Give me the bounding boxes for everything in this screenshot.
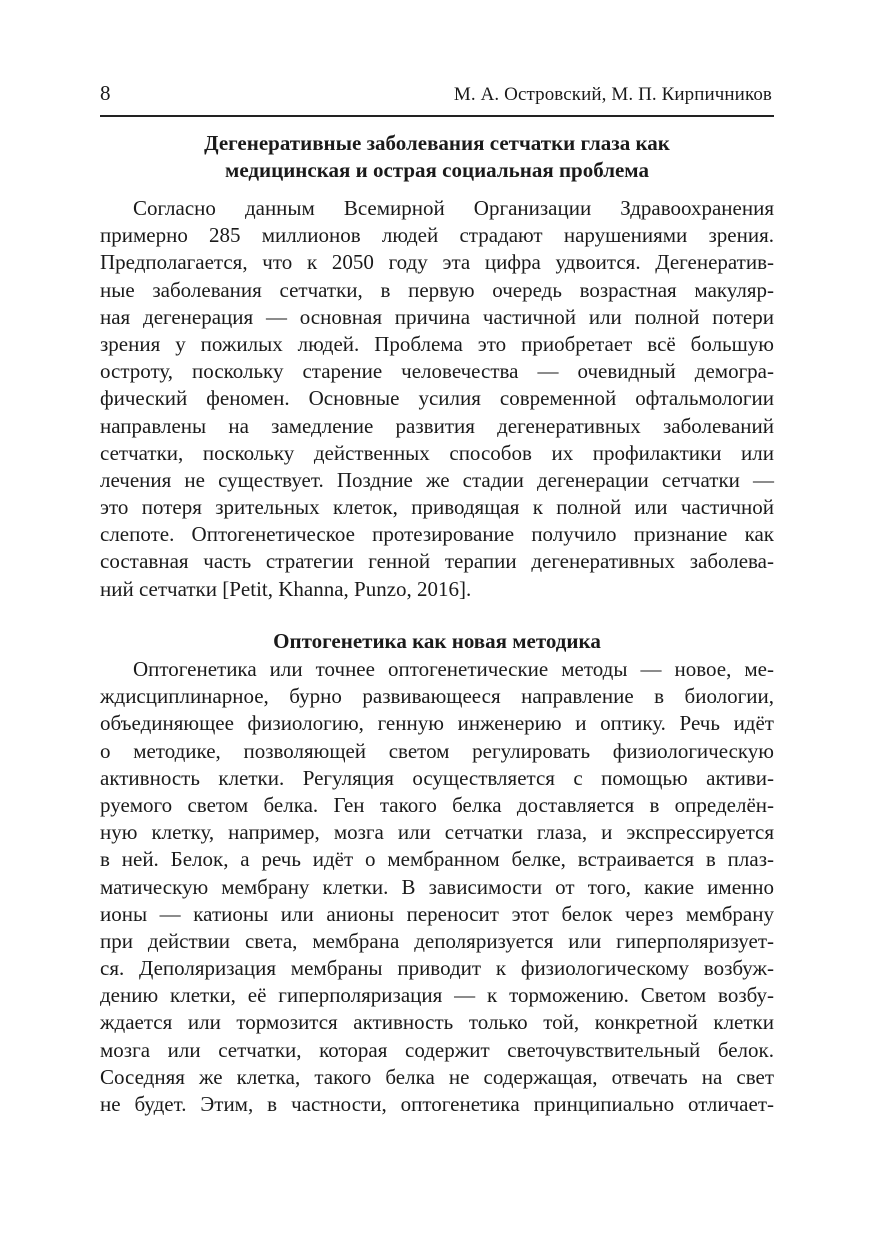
paragraph-line: направлены на замедление развития дегенеративных заболеваний	[100, 413, 774, 438]
paragraph-line: сетчатки, поскольку действенных способов их профилактики или	[100, 440, 774, 465]
paragraph-degenerative-diseases	[100, 195, 774, 603]
paragraph-line: ную клетку, например, мозга или сетчатки глаза, и экспрессируется	[100, 820, 774, 845]
paragraph-line: ждается или тормозится активность только той, конкретной клетки	[100, 1010, 774, 1035]
paragraph-line: это потеря зрительных клеток, приводящая к полной или частичной	[100, 495, 774, 520]
paragraph-line: зрения у пожилых людей. Проблема это приобретает всё большую	[100, 331, 774, 356]
running-head-authors: М. А. Островский, М. П. Кирпичников	[453, 84, 772, 105]
paragraph-line: дению клетки, её гиперполяризация — к торможению. Светом возбу-	[100, 983, 774, 1008]
paragraph-line: руемого светом белка. Ген такого белка доставляется в определён-	[100, 792, 774, 817]
page-number: 8	[100, 81, 111, 105]
paragraph-line: ионы — катионы или анионы переносит этот белок через мембрану	[100, 901, 774, 926]
paragraph-line: о методике, позволяющей светом регулировать физиологическую	[100, 738, 774, 763]
paragraph-line: Согласно данным Всемирной Организации Здравоохранения	[133, 196, 774, 220]
paragraph-line: при действии света, мембрана деполяризуется или гиперполяризует-	[100, 928, 774, 953]
section-title-degenerative-diseases	[100, 130, 774, 184]
paragraph-line: в ней. Белок, а речь идёт о мембранном белке, встраивается в плаз-	[100, 847, 774, 872]
paragraph-line: ся. Деполяризация мембраны приводит к физиологическому возбуж-	[100, 956, 774, 981]
paragraph-line: слепоте. Оптогенетическое протезирование получило признание как	[100, 522, 774, 547]
paragraph-line: примерно 285 миллионов людей страдают нарушениями зрения.	[100, 223, 774, 248]
paragraph-line: объединяющее физиологию, генную инженерию и оптику. Речь идёт	[100, 711, 774, 736]
paragraph-line: лечения не существует. Поздние же стадии дегенерации сетчатки —	[100, 467, 774, 492]
paragraph-line: Соседняя же клетка, такого белка не содержащая, отвечать на свет	[100, 1064, 774, 1089]
section-title-line: медицинская и острая социальная проблема	[225, 158, 649, 183]
paragraph-line: фический феномен. Основные усилия современной офтальмологии	[100, 386, 774, 411]
paragraph-line: мозга или сетчатки, которая содержит светочувствительный белок.	[100, 1037, 774, 1062]
header-rule	[100, 115, 774, 117]
section-title-line: Дегенеративные заболевания сетчатки глаза как	[204, 131, 670, 155]
paragraph-line: остроту, поскольку старение человечества — очевидный демогра-	[100, 359, 774, 384]
paragraph-line: ная дегенерация — основная причина частичной или полной потери	[100, 304, 774, 329]
paragraph-line: Оптогенетика или точнее оптогенетические методы — новое, ме-	[133, 657, 774, 681]
paragraph-line: матическую мембрану клетки. В зависимости от того, какие именно	[100, 874, 774, 899]
paragraph-line: ные заболевания сетчатки, в первую очередь возрастная макуляр-	[100, 277, 774, 302]
paragraph-line: ний сетчатки [Petit, Khanna, Punzo, 2016].	[100, 576, 472, 601]
paragraph-line: составная часть стратегии генной терапии дегенеративных заболева-	[100, 549, 774, 574]
paragraph-line: Предполагается, что к 2050 году эта цифра удвоится. Дегенератив-	[100, 250, 774, 275]
paragraph-optogenetics	[100, 656, 774, 1118]
paragraph-line: активность клетки. Регуляция осуществляется с помощью активи-	[100, 765, 774, 790]
paragraph-line: ждисциплинарное, бурно развивающееся направление в биологии,	[100, 684, 774, 709]
section-title-optogenetics: Оптогенетика как новая методика	[273, 629, 601, 653]
paragraph-line: не будет. Этим, в частности, оптогенетика принципиально отличает-	[100, 1092, 774, 1116]
